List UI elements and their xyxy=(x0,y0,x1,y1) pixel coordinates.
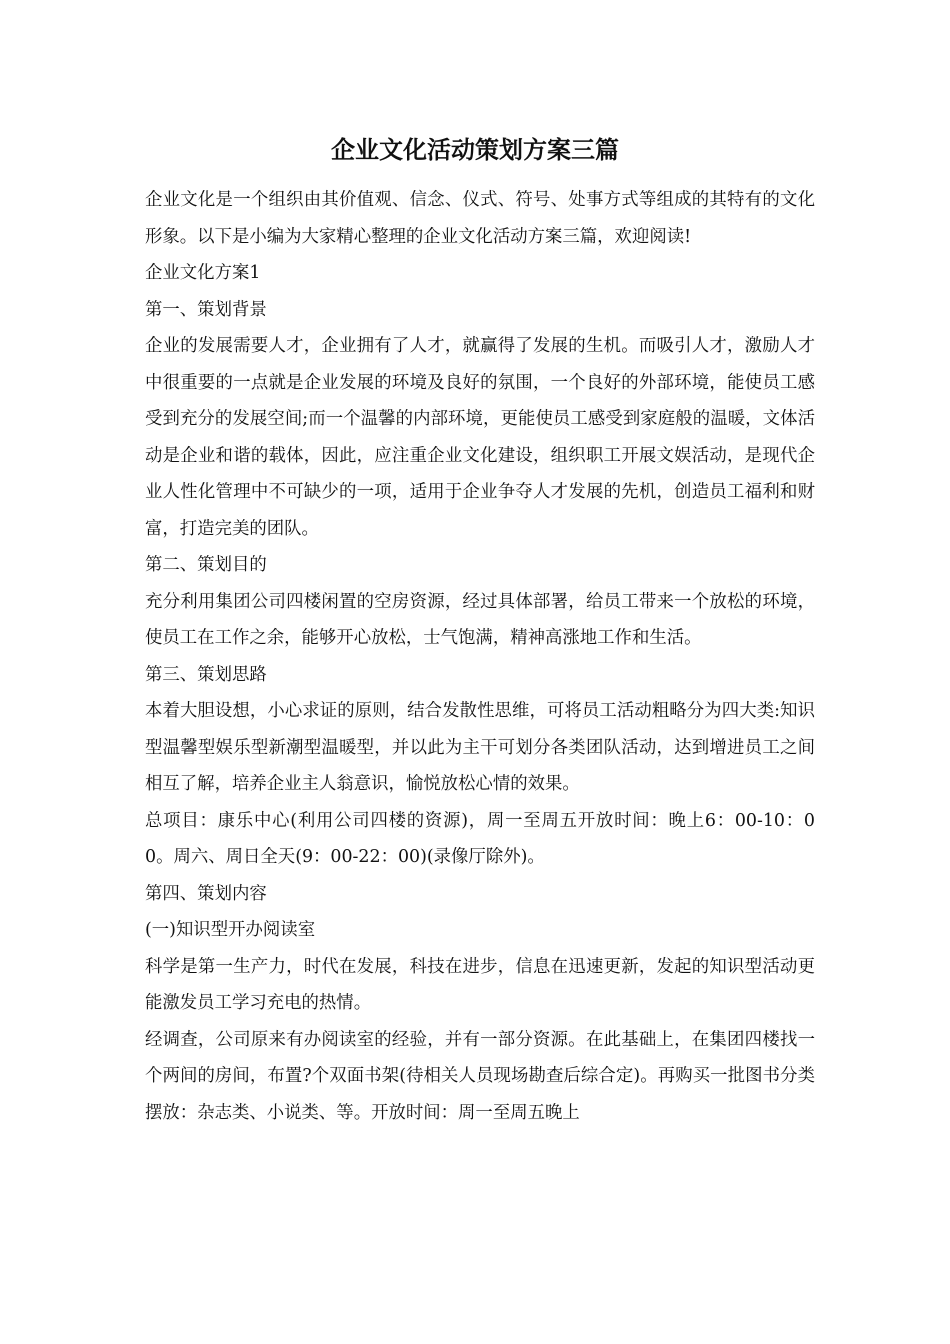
intro-paragraph: 企业文化是一个组织由其价值观、信念、仪式、符号、处事方式等组成的其特有的文化形象。以下是小编为大家精心整理的企业文化活动方案三篇，欢迎阅读! xyxy=(145,190,815,247)
project-paragraph: 总项目：康乐中心(利用公司四楼的资源)，周一至周五开放时间：晚上6：00-10：00。周六、周日全天(9：00-22：00)(录像厅除外)。 xyxy=(145,810,815,867)
background-paragraph: 企业的发展需要人才，企业拥有了人才，就赢得了发展的生机。而吸引人才，激励人才中很重要的一点就是企业发展的环境及良好的氛围，一个良好的外部环境，能使员工感受到充分的发展空间;而一个温馨的内部环境，更能使员工感受到家庭般的温暖，文体活动是企业和谐的载体，因此，应注重企业文化建设，组织职工开展文娱活动，是现代企业人性化管理中不可缺少的一项，适用于企业争夺人才发展的先机，创造员工福利和财富，打造完美的团队。 xyxy=(145,336,815,539)
document-title: 企业文化活动策划方案三篇 xyxy=(331,135,619,164)
section-heading-purpose: 第二、策划目的 xyxy=(145,555,267,575)
section-heading-content: 第四、策划内容 xyxy=(145,883,267,904)
section-heading-background: 第一、策划背景 xyxy=(145,299,267,320)
science-paragraph: 科学是第一生产力，时代在发展，科技在进步，信息在迅速更新，发起的知识型活动更能激发员工学习充电的热情。 xyxy=(145,956,815,1013)
approach-paragraph: 本着大胆设想，小心求证的原则，结合发散性思维，可将员工活动粗略分为四大类:知识型温馨型娱乐型新潮型温暖型，并以此为主干可划分各类团队活动，达到增进员工之间相互了解，培养企业主人翁意识，愉悦放松心情的效果。 xyxy=(145,701,815,794)
section-heading-approach: 第三、策划思路 xyxy=(145,664,267,685)
document-body xyxy=(145,182,815,1131)
purpose-paragraph: 充分利用集团公司四楼闲置的空房资源，经过具体部署，给员工带来一个放松的环境，使员工在工作之余，能够开心放松，士气饱满，精神高涨地工作和生活。 xyxy=(145,591,815,648)
plan-heading: 企业文化方案1 xyxy=(145,263,261,283)
survey-paragraph: 经调查，公司原来有办阅读室的经验，并有一部分资源。在此基础上，在集团四楼找一个两间的房间，布置?个双面书架(待相关人员现场勘查后综合定)。再购买一批图书分类摆放：杂志类、小说类、等。开放时间：周一至周五晚上 xyxy=(145,1029,815,1123)
subsection-heading-reading-room: (一)知识型开办阅读室 xyxy=(145,920,316,940)
